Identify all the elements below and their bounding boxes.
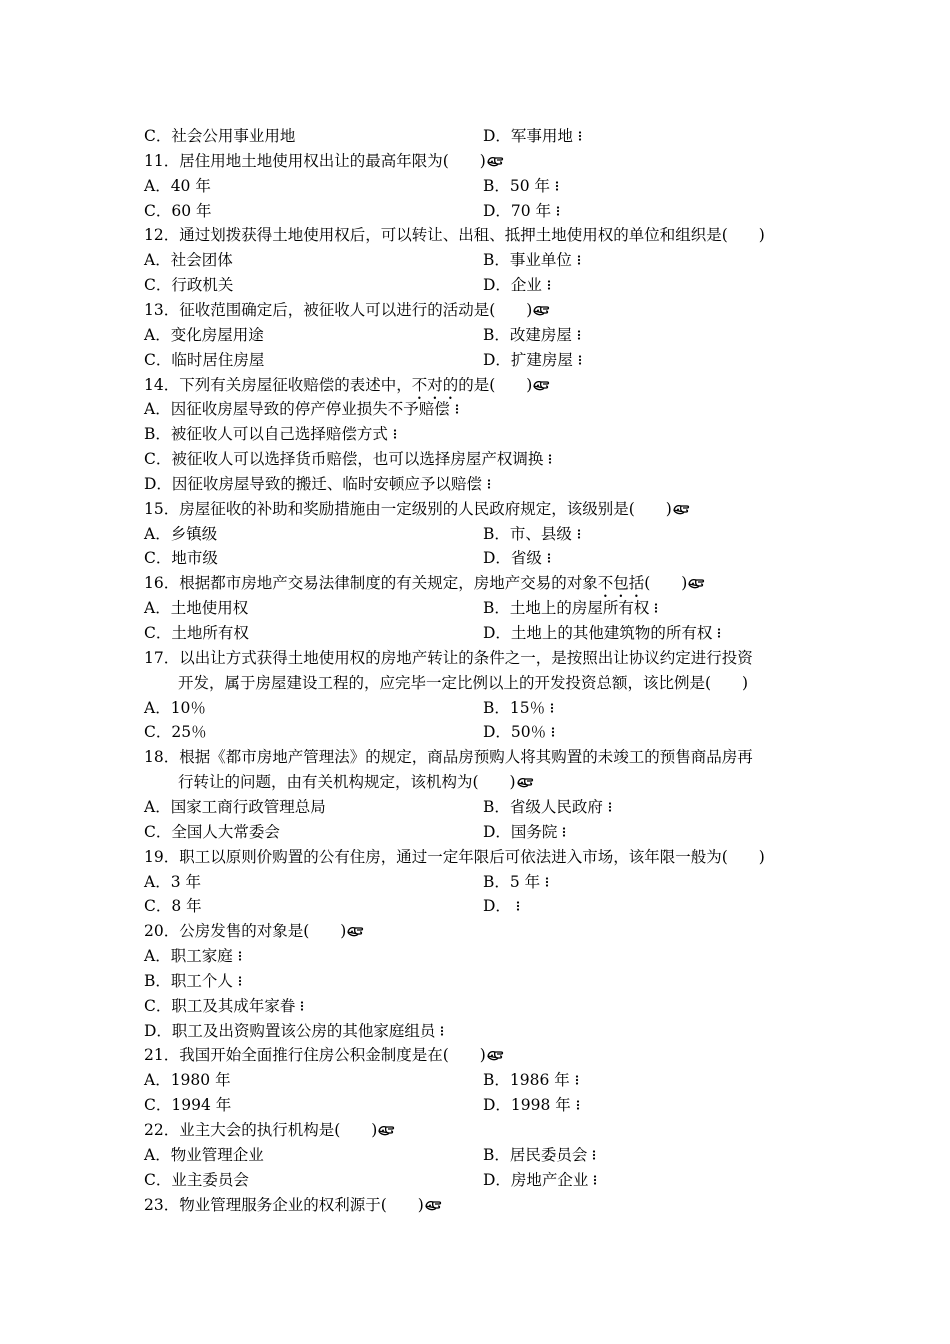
option-a xyxy=(144,795,326,820)
option-line xyxy=(144,447,824,472)
paragraph-mark-icon xyxy=(390,424,400,438)
option-b xyxy=(483,199,563,224)
option-text: A．土地使用权 xyxy=(144,599,249,618)
option-a xyxy=(144,472,494,497)
option-text: A．社会团体 xyxy=(144,251,233,270)
option-text: D．企业 xyxy=(483,276,542,295)
question-line xyxy=(144,646,824,671)
option-text: C．土地所有权 xyxy=(144,624,249,642)
option-text: B．事业单位 xyxy=(483,251,572,270)
question-line xyxy=(144,745,824,770)
option-text: B．被征收人可以自己选择赔偿方式 xyxy=(144,425,388,444)
question-text: 20．公房发售的对象是( ) xyxy=(144,922,347,941)
option-text: A．40 年 xyxy=(144,176,211,195)
paragraph-mark-icon xyxy=(574,524,584,538)
option-text: A．变化房屋用途 xyxy=(144,325,264,344)
question-text: 22．业主大会的执行机构是( ) xyxy=(144,1121,378,1139)
option-text: A．职工家庭 xyxy=(144,947,233,966)
option-b xyxy=(483,820,569,845)
pointing-hand-icon xyxy=(487,151,505,165)
option-text: B．1986 年 xyxy=(483,1071,570,1090)
option-b xyxy=(483,894,523,919)
option-text: B．职工个人 xyxy=(144,971,233,990)
option-text: D．因征收房屋导致的搬迁、临时安顿应予以赔偿 xyxy=(144,474,482,493)
pointing-hand-icon xyxy=(487,1045,505,1059)
option-text: D．国务院 xyxy=(483,822,558,841)
option-line xyxy=(144,546,824,571)
option-line xyxy=(144,969,824,994)
option-a xyxy=(144,894,202,919)
paragraph-mark-icon xyxy=(552,176,562,190)
paragraph-mark-icon xyxy=(484,474,494,488)
paragraph-mark-icon xyxy=(589,1145,599,1159)
option-text: A．物业管理企业 xyxy=(144,1145,264,1164)
paragraph-mark-icon xyxy=(572,1070,582,1084)
question-line xyxy=(144,845,824,870)
question-line xyxy=(178,671,858,696)
option-line xyxy=(144,720,824,745)
option-a xyxy=(144,994,307,1019)
option-text: C．60 年 xyxy=(144,201,212,220)
question-line xyxy=(144,497,824,522)
option-b xyxy=(483,621,724,646)
paragraph-mark-icon xyxy=(437,1021,447,1035)
option-a xyxy=(144,323,264,348)
paragraph-mark-icon xyxy=(544,275,554,289)
option-b xyxy=(483,1093,583,1118)
option-a xyxy=(144,696,206,721)
paragraph-mark-icon xyxy=(590,1170,600,1184)
paragraph-mark-icon xyxy=(605,797,615,811)
question-text: 15．房屋征收的补助和奖励措施由一定级别的人民政府规定，该级别是( ) xyxy=(144,499,672,518)
option-text: B．50 年 xyxy=(483,176,551,195)
option-text: D．房地产企业 xyxy=(483,1170,589,1189)
option-text: D．50％ xyxy=(483,723,547,742)
pointing-hand-icon xyxy=(347,921,365,935)
option-line xyxy=(144,397,824,422)
option-a xyxy=(144,720,207,745)
question-text: 17．以出让方式获得土地使用权的房地产转让的条件之一，是按照出让协议约定进行投资 xyxy=(144,648,753,667)
option-b xyxy=(483,248,584,273)
question-line xyxy=(144,919,824,944)
option-text: B．居民委员会 xyxy=(483,1145,588,1164)
paragraph-mark-icon xyxy=(575,126,585,140)
question-text: 14．下列有关房屋征收赔偿的表述中， xyxy=(144,375,412,394)
option-line xyxy=(144,795,824,820)
option-text: D．职工及出资购置该公房的其他家庭组员 xyxy=(144,1021,436,1040)
option-text: B．改建房屋 xyxy=(483,325,572,344)
option-text: B．5 年 xyxy=(483,872,541,891)
option-b xyxy=(483,348,585,373)
question-text-tail: ( ) xyxy=(644,574,688,593)
question-text: 18．根据《都市房地产管理法》的规定，商品房预购人将其购置的未竣工的预售商品房再 xyxy=(144,748,753,767)
option-text: D．省级 xyxy=(483,549,542,568)
paragraph-mark-icon xyxy=(575,350,585,364)
option-line xyxy=(144,596,824,621)
paragraph-mark-icon xyxy=(452,399,462,413)
pointing-hand-icon xyxy=(517,772,535,786)
option-text: C．25％ xyxy=(144,723,207,742)
question-text: 行转让的问题，由有关机构规定，该机构为( ) xyxy=(178,773,516,792)
emphasized-text: 不对的 xyxy=(411,375,459,394)
option-text: C．职工及其成年家眷 xyxy=(144,996,296,1015)
paragraph-mark-icon xyxy=(542,872,552,886)
option-text: D． xyxy=(483,897,511,916)
option-line xyxy=(144,1093,824,1118)
option-b xyxy=(483,870,552,895)
option-b xyxy=(483,795,615,820)
option-text: B．省级人民政府 xyxy=(483,797,603,816)
question-text: 19．职工以原则价购置的公有住房，通过一定年限后可依法进入市场，该年限一般为( ) xyxy=(144,847,765,866)
option-line xyxy=(144,994,824,1019)
question-line xyxy=(144,223,824,248)
pointing-hand-icon xyxy=(688,573,706,587)
option-text: B．15％ xyxy=(483,698,546,717)
option-b xyxy=(483,546,554,571)
option-text: C．全国人大常委会 xyxy=(144,822,280,841)
paragraph-mark-icon xyxy=(235,971,245,985)
option-text: A．因征收房屋导致的停产停业损失不予赔偿 xyxy=(144,400,450,419)
option-a xyxy=(144,1168,249,1193)
paragraph-mark-icon xyxy=(513,896,523,910)
question-line xyxy=(144,1043,824,1068)
question-line xyxy=(144,1118,824,1143)
option-a xyxy=(144,174,211,199)
option-text: C．被征收人可以选择货币赔偿，也可以选择房屋产权调换 xyxy=(144,450,544,469)
option-a xyxy=(144,124,295,149)
option-a xyxy=(144,422,400,447)
option-text: A．1980 年 xyxy=(144,1071,231,1090)
option-line xyxy=(144,248,824,273)
option-text: D．扩建房屋 xyxy=(483,350,573,369)
question-text: 23．物业管理服务企业的权利源于( ) xyxy=(144,1195,424,1214)
option-a xyxy=(144,944,245,969)
option-line xyxy=(144,696,824,721)
option-line xyxy=(144,1168,824,1193)
option-text: B．土地上的房屋所有权 xyxy=(483,599,650,618)
question-text: 13．征收范围确定后，被征收人可以进行的活动是( ) xyxy=(144,300,533,319)
option-text: D．土地上的其他建筑物的所有权 xyxy=(483,624,713,642)
paragraph-mark-icon xyxy=(547,698,557,712)
option-a xyxy=(144,248,233,273)
option-b xyxy=(483,1068,582,1093)
paragraph-mark-icon xyxy=(574,250,584,264)
option-a xyxy=(144,273,233,298)
option-line xyxy=(144,348,824,373)
option-a xyxy=(144,870,201,895)
paragraph-mark-icon xyxy=(651,598,661,612)
option-b xyxy=(483,522,584,547)
option-b xyxy=(483,596,661,621)
paragraph-mark-icon xyxy=(545,449,555,463)
question-text: 16．根据都市房地产交易法律制度的有关规定，房地产交易的对象 xyxy=(144,574,598,593)
option-line xyxy=(144,870,824,895)
paragraph-mark-icon xyxy=(553,201,563,215)
question-text: 21．我国开始全面推行住房公积金制度是在( ) xyxy=(144,1046,486,1065)
pointing-hand-icon xyxy=(378,1120,396,1134)
option-a xyxy=(144,546,218,571)
option-text: B．市、县级 xyxy=(483,524,572,543)
option-text: C．地市级 xyxy=(144,549,218,568)
paragraph-mark-icon xyxy=(235,946,245,960)
question-text: 11．居住用地土地使用权出让的最高年限为( ) xyxy=(144,151,486,170)
option-text: A．乡镇级 xyxy=(144,524,218,543)
option-a xyxy=(144,1019,447,1044)
option-line xyxy=(144,199,824,224)
paragraph-mark-icon xyxy=(573,1095,583,1109)
option-b xyxy=(483,696,557,721)
option-b xyxy=(483,1168,600,1193)
option-b xyxy=(483,174,562,199)
option-text: C．业主委员会 xyxy=(144,1170,249,1189)
option-text: A．10％ xyxy=(144,698,206,717)
option-a xyxy=(144,447,555,472)
question-text: 12．通过划拨获得土地使用权后，可以转让、出租、抵押土地使用权的单位和组织是( ) xyxy=(144,226,765,245)
option-b xyxy=(483,323,584,348)
option-b xyxy=(483,1143,599,1168)
option-text: A．3 年 xyxy=(144,872,201,891)
question-text: 开发，属于房屋建设工程的，应完毕一定比例以上的开发投资总额，该比例是( ) xyxy=(178,673,749,692)
option-a xyxy=(144,820,280,845)
pointing-hand-icon xyxy=(425,1195,443,1209)
paragraph-mark-icon xyxy=(297,996,307,1010)
option-line xyxy=(144,820,824,845)
option-line xyxy=(144,323,824,348)
option-b xyxy=(483,124,585,149)
option-text: C．社会公用事业用地 xyxy=(144,127,296,145)
question-line xyxy=(144,1193,824,1218)
option-line xyxy=(144,124,824,149)
option-text: D．军事用地 xyxy=(483,127,573,145)
option-a xyxy=(144,1093,231,1118)
option-line xyxy=(144,174,824,199)
question-line xyxy=(178,770,858,795)
option-b xyxy=(483,720,558,745)
option-a xyxy=(144,969,245,994)
question-text-tail: 的是( ) xyxy=(458,375,533,394)
option-text: C．行政机关 xyxy=(144,276,234,295)
option-line xyxy=(144,522,824,547)
option-line xyxy=(144,472,824,497)
option-text: C．8 年 xyxy=(144,897,202,916)
option-line xyxy=(144,1068,824,1093)
option-a xyxy=(144,397,462,422)
option-line xyxy=(144,422,824,447)
option-line xyxy=(144,273,824,298)
option-text: C．1994 年 xyxy=(144,1096,232,1115)
option-a xyxy=(144,348,264,373)
paragraph-mark-icon xyxy=(574,325,584,339)
option-b xyxy=(483,273,554,298)
option-line xyxy=(144,894,824,919)
pointing-hand-icon xyxy=(533,300,551,314)
question-line xyxy=(144,298,824,323)
pointing-hand-icon xyxy=(533,375,551,389)
option-text: D．70 年 xyxy=(483,201,552,220)
option-text: C．临时居住房屋 xyxy=(144,350,265,369)
question-line xyxy=(144,373,824,398)
option-line xyxy=(144,944,824,969)
option-a xyxy=(144,199,212,224)
paragraph-mark-icon xyxy=(544,548,554,562)
question-line xyxy=(144,571,824,596)
paragraph-mark-icon xyxy=(714,623,724,637)
option-a xyxy=(144,1143,264,1168)
option-text: A．国家工商行政管理总局 xyxy=(144,797,326,816)
paragraph-mark-icon xyxy=(548,722,558,736)
paragraph-mark-icon xyxy=(559,822,569,836)
option-text: D．1998 年 xyxy=(483,1096,571,1115)
option-line xyxy=(144,1143,824,1168)
option-line xyxy=(144,1019,824,1044)
option-line xyxy=(144,621,824,646)
option-a xyxy=(144,596,248,621)
question-line xyxy=(144,149,824,174)
emphasized-text: 不包括 xyxy=(597,574,645,593)
option-a xyxy=(144,1068,231,1093)
pointing-hand-icon xyxy=(673,499,691,513)
option-a xyxy=(144,621,249,646)
option-a xyxy=(144,522,217,547)
